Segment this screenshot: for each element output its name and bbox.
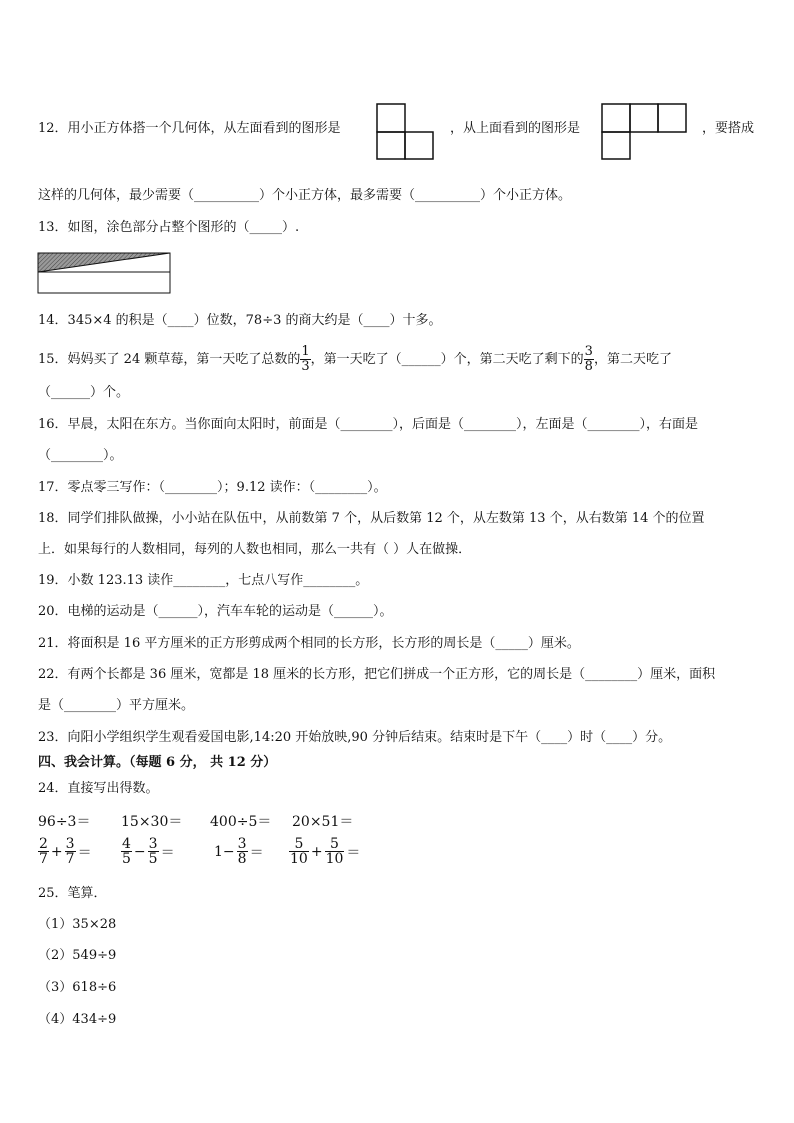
q18-line2: 上．如果每行的人数相同，每列的人数也相同，那么一共有（ ）人在做操．	[38, 542, 472, 557]
q24-row2-item-4: $\frac{5}{10}$ + $\frac{5}{10}$ ＝	[290, 836, 361, 867]
q25-item-1: （1）35×28	[38, 917, 117, 932]
section-4-heading: 四、我会计算。（每题 6 分， 共 12 分）	[38, 755, 277, 770]
q22-line2: 是（________）平方厘米。	[38, 698, 195, 713]
q24-row1-item-4: 20×51＝	[292, 814, 354, 830]
q12-line1-part3: ，要搭成	[702, 121, 755, 136]
q13-text: 13．如图，涂色部分占整个图形的（_____）.	[38, 220, 300, 235]
q24-row1-item-1: 96÷3＝	[38, 814, 91, 830]
q16-line2: （________）。	[38, 448, 123, 463]
q24-title: 24．直接写出得数。	[38, 781, 159, 796]
q12-line2: 这样的几何体，最少需要（__________）个小正方体，最多需要（__________）个小正方体。	[38, 188, 572, 203]
q21-text: 21．将面积是 16 平方厘米的正方形剪成两个相同的长方形，长方形的周长是（_____）厘米。	[38, 636, 580, 651]
q20-text: 20．电梯的运动是（______），汽车车轮的运动是（______）。	[38, 604, 393, 619]
q22-line1: 22．有两个长都是 36 厘米，宽都是 18 厘米的长方形，把它们拼成一个正方形，它的周长是（________）厘米，面积	[38, 667, 716, 682]
q24-row2-item-3: 1− $\frac{3}{8}$ ＝	[214, 836, 264, 867]
shaded-rectangle-figure	[37, 252, 171, 294]
q19-text: 19．小数 123.13 读作________，七点八写作________。	[38, 573, 369, 588]
q17-text: 17．零点零三写作：（________）；9.12 读作：（________）。	[38, 480, 387, 495]
q15-text-c: ，第二天吃了	[593, 352, 672, 367]
q15-line1	[38, 345, 672, 374]
q23-text: 23．向阳小学组织学生观看爱国电影,14:20 开始放映,90 分钟后结束。结束时是下午（____）时（____）分。	[38, 730, 672, 745]
q24-row1-item-3: 400÷5＝	[210, 814, 272, 830]
q14-text: 14．345×4 的积是（____）位数，78÷3 的商大约是（____）十多。	[38, 313, 442, 328]
q12-line1-part1: 12．用小正方体搭一个几何体，从左面看到的图形是	[38, 121, 341, 136]
left-view-figure	[376, 103, 436, 161]
q24-row2-item-2: $\frac{4}{5}$ − $\frac{3}{5}$ ＝	[122, 836, 175, 867]
q12-line1-part2: ，从上面看到的图形是	[450, 121, 581, 136]
q15-line2: （______）个。	[38, 385, 130, 400]
q24-row1-item-2: 15×30＝	[121, 814, 183, 830]
q15-fraction-1: $\frac{1}{3}$	[301, 344, 310, 374]
q16-line1: 16．早晨，太阳在东方。当你面向太阳时，前面是（________），后面是（________），左面是（________），右面是	[38, 417, 699, 432]
q25-title: 25．笔算．	[38, 886, 107, 901]
q15-text-b: ，第一天吃了（______）个，第二天吃了剩下的	[310, 352, 584, 367]
q18-line1: 18．同学们排队做操，小小站在队伍中，从前数第 7 个，从后数第 12 个，从左数第 13 个，从右数第 14 个的位置	[38, 511, 705, 526]
q24-row2-item-1: $\frac{2}{7}$ + $\frac{3}{7}$ ＝	[39, 836, 92, 867]
top-view-figure	[601, 103, 691, 161]
q25-item-2: （2）549÷9	[38, 948, 117, 963]
q25-item-4: （4）434÷9	[38, 1012, 117, 1027]
q25-item-3: （3）618÷6	[38, 980, 117, 995]
q15-fraction-2: $\frac{3}{8}$	[584, 344, 593, 374]
q15-text-a: 15．妈妈买了 24 颗草莓，第一天吃了总数的	[38, 352, 301, 367]
